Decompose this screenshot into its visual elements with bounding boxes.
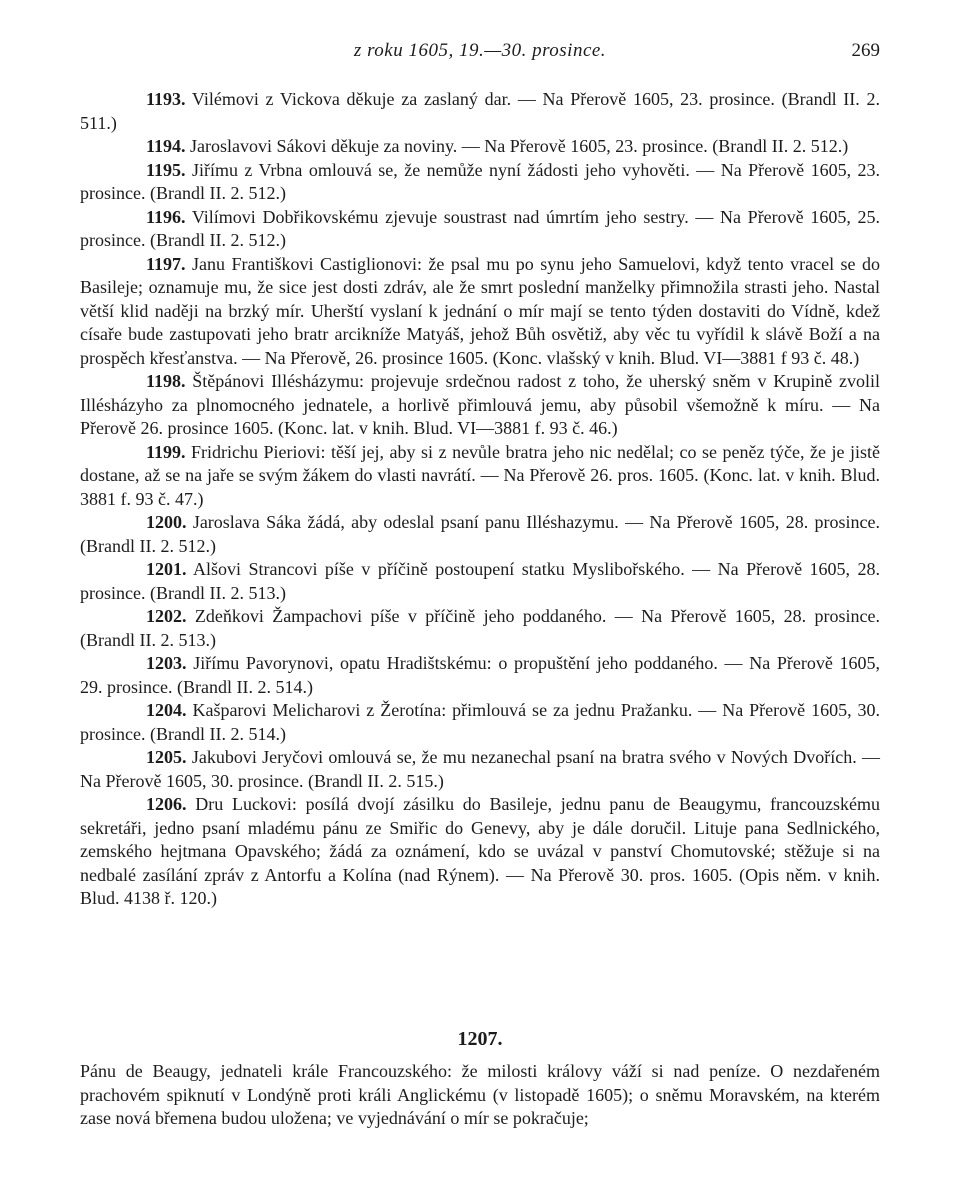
entry-number: 1203. [146, 653, 187, 673]
entry-text: Alšovi Strancovi píše v příčině postoupení statku Myslibořského. — Na Přerově 1605, 28. prosince. (Brandl II. 2. 513.) [80, 559, 880, 603]
entry-text: Janu Františkovi Castiglionovi: že psal mu po synu jeho Samuelovi, když tento vracel se do Basileje; oznamuje mu, že sice jest dosti zdráv, ale že smrt poslední manželky přimnožila strasti jeho. Nastal větší klid naději na brzký mír. Uherští vyslaní k jednání o mír mají se tento týden dostaviti do Vídně, kdež císaře bude zastupovati jeho bratr arcikníže Matyáš, jehož Bůh osvětiž, aby věc tu vyřídil k slávě Boží a na prospěch křesťanstva. — Na Přerově, 26. prosince 1605. (Konc. vlašský v knih. Blud. VI—3881 f 93 č. 48.) [80, 253, 881, 368]
entry-number: 1194. [146, 136, 186, 156]
entry-number: 1193. [146, 89, 186, 109]
entry-text: Zdeňkovi Žampachovi píše v příčině jeho poddaného. — Na Přerově 1605, 28. prosince. (Brandl II. 2. 513.) [80, 606, 880, 650]
entry-1202 [80, 605, 880, 652]
entry-number: 1206. [146, 794, 187, 814]
entry-1203 [80, 652, 880, 699]
entry-text: Jakubovi Jeryčovi omlouvá se, že mu nezanechal psaní na bratra svého v Nových Dvořích. — Na Přerově 1605, 30. prosince. (Brandl II. 2. 515.) [80, 747, 881, 791]
entry-text: Jiřímu z Vrbna omlouvá se, že nemůže nyní žádosti jeho vyhověti. — Na Přerově 1605, 23. prosince. (Brandl II. 2. 512.) [80, 159, 881, 203]
section-heading: 1207. [457, 1028, 503, 1050]
entry-1200 [80, 511, 880, 558]
running-title: z roku 1605, 19.—30. prosince. [353, 40, 607, 61]
entry-1199 [80, 441, 880, 512]
entry-text: Vilémovi z Vickova děkuje za zaslaný dar. — Na Přerově 1605, 23. prosince. (Brandl II. 2. 511.) [80, 89, 880, 133]
entry-1197 [80, 253, 880, 371]
entry-1193 [80, 88, 880, 135]
entry-number: 1199. [146, 441, 186, 462]
entry-1205 [80, 746, 880, 793]
entry-number: 1202. [146, 606, 187, 626]
entry-1206 [80, 793, 880, 911]
entry-1194 [80, 135, 880, 159]
entry-number: 1197. [146, 253, 186, 274]
entry-number: 1195. [146, 159, 186, 180]
entry-1195 [80, 159, 880, 206]
entry-text: Jaroslavovi Sákovi děkuje za noviny. — Na Přerově 1605, 23. prosince. (Brandl II. 2. 512.) [190, 136, 849, 156]
entry-number: 1198. [146, 371, 186, 391]
entry-number: 1204. [146, 700, 187, 720]
entry-text: Vilímovi Dobřikovskému zjevuje soustrast nad úmrtím jeho sestry. — Na Přerově 1605, 25. prosince. (Brandl II. 2. 512.) [80, 206, 880, 250]
page-number: 269 [851, 40, 880, 61]
entry-1204 [80, 699, 880, 746]
entries-list [80, 88, 880, 911]
entry-text: Kašparovi Melicharovi z Žerotína: přimlouvá se za jednu Pražanku. — Na Přerově 1605, 30. prosince. (Brandl II. 2. 514.) [80, 700, 881, 744]
entry-number: 1205. [146, 747, 187, 767]
entry-text: Jiřímu Pavorynovi, opatu Hradištskému: o propuštění jeho poddaného. — Na Přerově 1605, 29. prosince. (Brandl II. 2. 514.) [80, 653, 881, 697]
entry-number: 1200. [146, 512, 187, 532]
page-header [80, 40, 880, 66]
entry-text: Jaroslava Sáka žádá, aby odeslal psaní panu Illéshazymu. — Na Přerově 1605, 28. prosince. (Brandl II. 2. 512.) [80, 512, 881, 556]
section-text: Pánu de Beaugy, jednateli krále Francouzského: že milosti královy váží si nad peníze. O nezdařeném prachovém spiknutí v Londýně proti králi Anglickému (v listopadě 1605); o sněmu Moravském, na kterém zase nová břemena budou uložena; ve vyjednávání o mír se pokračuje; [80, 1061, 880, 1128]
entry-text: Štěpánovi Illésházymu: projevuje srdečnou radost z toho, že uherský sněm v Krupině zvolil Illésházyho za plnomocného jednatele, a horlivě přimlouvá jemu, aby působil všemožně k míru. — Na Přerově 26. prosince 1605. (Konc. lat. v knih. Blud. VI—3881 f. 93 č. 46.) [80, 371, 880, 438]
entry-1198 [80, 370, 880, 441]
entry-1201 [80, 558, 880, 605]
entry-text: Fridrichu Pieriovi: těší jej, aby si z nevůle bratra jeho nic nedělal; co se peněz týče, že je jistě dostane, až se na jaře se svým žákem do vlasti navrátí. — Na Přerově 26. pros. 1605. (Konc. lat. v knih. Blud. 3881 f. 93 č. 47.) [80, 441, 880, 509]
entry-number: 1201. [146, 559, 187, 579]
entry-number: 1196. [146, 206, 186, 227]
entry-text: Dru Luckovi: posílá dvojí zásilku do Basileje, jednu panu de Beaugymu, francouzskému sekretáři, jedno psaní mladému pánu ze Smiřic do Genevy, aby je dále doručil. Lituje pana Sedlnického, zemského hejtmana Opavského; žádá za oznámení, kdo se uvázal v panství Chomutovské; stěžuje si na nedbalé zasílání zpráv z Antorfu a Kolína (nad Rýnem). — Na Přerově 30. pros. 1605. (Opis něm. v knih. Blud. 4138 ř. 120.) [80, 794, 881, 908]
entry-1196 [80, 206, 880, 253]
